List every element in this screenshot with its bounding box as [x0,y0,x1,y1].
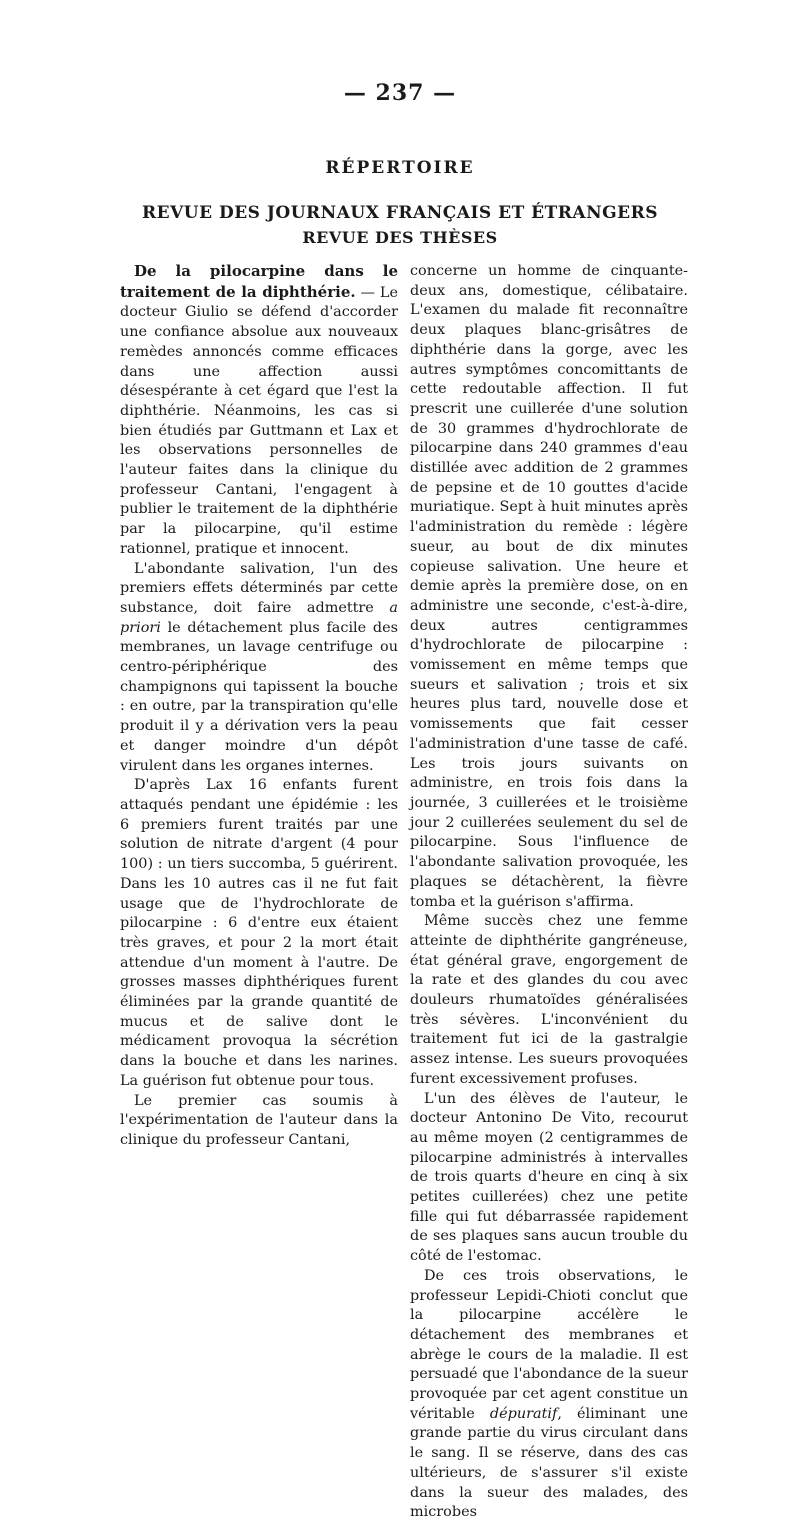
paragraph-1: — Le docteur Giulio se défend d'accorder une confiance absolue aux nouveaux remèdes annoncés comme efficaces dans une affection aussi désespérante à cet égard que l'est la diphthérie. Néanmoins, les cas si bien étudiés par Guttmann et Lax et les observations personnelles de l'auteur faites dans la clinique du professeur Cantani, l'engagent à publier le traitement de la diphthérie par la pilocarpine, qu'il estime rationnel, pratique et innocent. [120,284,398,557]
article-first-paragraph [120,262,398,560]
section-title: RÉPERTOIRE [325,158,475,178]
paragraph-5: Même succès chez une femme atteinte de diphthérite gangréneuse, état général grave, engorgement de la rate et des glandes du cou avec douleurs rhumatoïdes généralisées très sévères. L'inconvénient du traitement fut ici de la gastralgie assez intense. Les sueurs provoquées furent excessivement profuses. [410,913,688,1087]
italic-depuratif: dépuratif [489,1405,558,1422]
subsection-title: REVUE DES THÈSES [302,228,498,247]
paragraph-6: L'un des élèves de l'auteur, le docteur Antonino De Vito, recourut au même moyen (2 centigrammes de pilocarpine administrés à intervalles de trois quarts d'heure en cinq à six petites cuillerées) chez une petite fille qui fut débarrassée rapidement de ses plaques sans aucun trouble du côté de l'estomac. [410,1090,688,1265]
paragraph-2: L'abondante salivation, l'un des premiers effets déterminés par cette substance, doit faire admettre a priori le détachement plus facile des membranes, un lavage centrifuge ou centro-périphérique des champignons qui tapissent la bouche : en outre, par la transpiration qu'elle produit il y a dérivation vers la peau et danger moindre d'un dépôt virulent dans les organes internes. [120,560,398,774]
review-title: REVUE DES JOURNAUX FRANÇAIS ET ÉTRANGERS [141,203,658,223]
paragraph-4-continued: concerne un homme de cinquante-deux ans, domestique, célibataire. L'examen du malade fit reconnaître deux plaques blanc-grisâtres de diphthérie dans la gorge, avec les autres symptômes concomittants de cette redoutable affection. Il fut prescrit une cuillerée d'une solution de 30 grammes d'hydrochlorate de pilocarpine dans 240 grammes d'eau distillée avec addition de 2 grammes de pepsine et de 10 gouttes d'acide muriatique. Sept à huit minutes après l'administration du remède : légère sueur, au bout de dix minutes copieuse salivation. Une heure et demie après la première dose, on en administre une seconde, c'est-à-dire, deux autres centigrammes d'hydrochlorate de pilocarpine : vomissement en même temps que sueurs et salivation ; trois et six heures plus tard, nouvelle dose et vomissements que fait cesser l'administration d'une tasse de café. Les trois jours suivants on administre, en trois fois dans la journée, 3 cuillerées et le troisième jour 2 cuillerées seulement du sel de pilocarpine. Sous l'influence de l'abondante salivation provoquée, les plaques se détachèrent, la fièvre tomba et la guérison s'affirma. [410,263,688,910]
page-number: — 237 — [343,80,457,106]
article-title: De la pilocarpine dans le traitement de la diphthérie. [120,262,398,301]
paragraph-7: De ces trois observations, le professeur Lepidi-Chioti conclut que la pilocarpine accélère le détachement des membranes et abrège le cours de la maladie. Il est persuadé que l'abondance de la sueur provoquée par cet agent constitue un véritable dépuratif, éliminant une grande partie du virus circulant dans le sang. Il se réserve, dans des cas ultérieurs, de s'assurer s'il existe dans la sueur des malades, des microbes [410,1267,688,1521]
left-column [120,262,398,1162]
right-column [410,262,688,1521]
italic-a-priori: a priori [120,599,398,636]
paragraph-4: Le premier cas soumis à l'expérimentation de l'auteur dans la clinique du professeur Cantani, [120,1092,398,1148]
paragraph-3: D'après Lax 16 enfants furent attaqués pendant une épidémie : les 6 premiers furent traités par une solution de nitrate d'argent (4 pour 100) : un tiers succomba, 5 guérirent. Dans les 10 autres cas il ne fut fait usage que de l'hydrochlorate de pilocarpine : 6 d'entre eux étaient très graves, et pour 2 la mort était attendue d'un moment à l'autre. De grosses masses diphthériques furent éliminées par la grande quantité de mucus et de salive dont le médicament provoqua la sécrétion dans la bouche et dans les narines. La guérison fut obtenue pour tous. [120,777,398,1089]
